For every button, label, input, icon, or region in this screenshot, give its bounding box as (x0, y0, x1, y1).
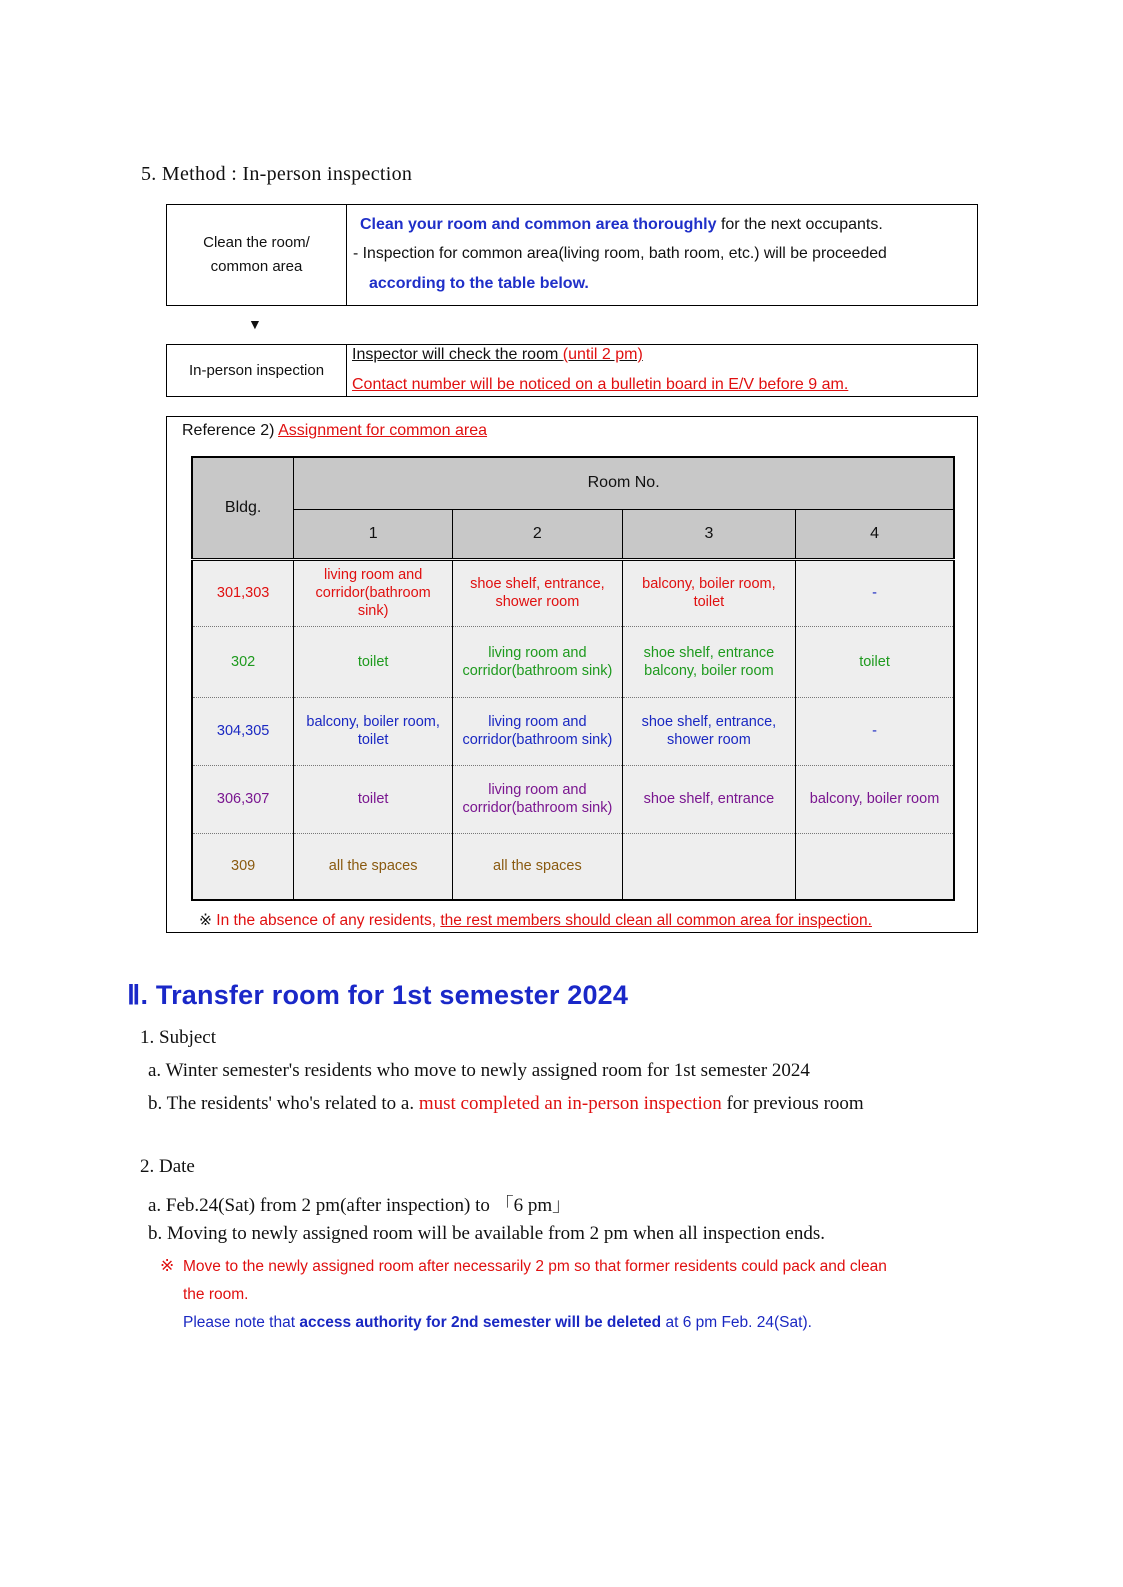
inspector-check-text: Inspector will check the room (352, 346, 563, 363)
table-reference-note: according to the table below. (369, 275, 589, 292)
room-col-4: 4 (796, 509, 954, 559)
bldg-header: Bldg. (192, 457, 294, 559)
room-col-1: 1 (294, 509, 453, 559)
table-cell: living room and corridor(bathroom sink) (453, 697, 623, 765)
table-cell: shoe shelf, entrance balcony, boiler room (622, 626, 795, 697)
table-cell: living room and corridor(bathroom sink) (294, 559, 453, 626)
table-cell: all the spaces (294, 833, 453, 900)
clean-room-box (166, 204, 978, 306)
footnote-mark: ※ (199, 912, 217, 929)
bldg-cell: 306,307 (192, 765, 294, 833)
table-row (192, 833, 954, 900)
move-note-line2: the room. (183, 1286, 249, 1303)
subject-b-required: must completed an in-person inspection (418, 1093, 722, 1114)
room-col-2: 2 (453, 509, 623, 559)
table-cell: shoe shelf, entrance (622, 765, 795, 833)
table-cell: toilet (796, 626, 954, 697)
bldg-cell: 304,305 (192, 697, 294, 765)
table-cell (796, 833, 954, 900)
footnote-absence: In the absence of any residents, (216, 912, 441, 929)
clean-instruction: Clean your room and common area thoroughly (360, 216, 717, 233)
date-heading: 2. Date (140, 1156, 195, 1177)
date-b: b. Moving to newly assigned room will be available from 2 pm when all inspection ends. (148, 1223, 826, 1244)
table-cell: - (796, 559, 954, 626)
table-cell: - (796, 697, 954, 765)
table-row (192, 765, 954, 833)
access-note-bold: access authority for 2nd semester will be deleted (299, 1314, 662, 1331)
section-2-title: Ⅱ. Transfer room for 1st semester 2024 (127, 980, 629, 1010)
clean-room-label: Clean the room/ common area (167, 205, 347, 305)
access-note-pre: Please note that (183, 1314, 300, 1331)
subject-heading: 1. Subject (140, 1027, 216, 1048)
table-row (192, 626, 954, 697)
table-cell: all the spaces (453, 833, 623, 900)
reference-prefix: Reference 2) (182, 422, 279, 439)
subject-b-post: for previous room (721, 1093, 864, 1114)
table-cell: shoe shelf, entrance, shower room (453, 559, 623, 626)
inspection-content (347, 345, 977, 396)
table-cell: shoe shelf, entrance, shower room (622, 697, 795, 765)
assignment-table (191, 456, 955, 901)
contact-notice: Contact number will be noticed on a bulletin board in E/V before 9 am. (352, 376, 849, 393)
room-no-header: Room No. (294, 457, 954, 509)
table-row (192, 697, 954, 765)
inspection-box (166, 344, 978, 397)
clean-instruction-rest: for the next occupants. (716, 216, 883, 233)
subject-b-pre: b. The residents' who's related to a. (148, 1093, 419, 1114)
room-col-3: 3 (622, 509, 795, 559)
bldg-cell: 301,303 (192, 559, 294, 626)
bldg-cell: 302 (192, 626, 294, 697)
clean-room-content (347, 205, 977, 305)
table-cell: balcony, boiler room, toilet (622, 559, 795, 626)
table-cell: balcony, boiler room, toilet (294, 697, 453, 765)
bldg-cell: 309 (192, 833, 294, 900)
table-row (192, 559, 954, 626)
reference-title: Assignment for common area (278, 422, 488, 439)
table-cell: toilet (294, 765, 453, 833)
method-heading: 5. Method : In-person inspection (141, 163, 413, 185)
inspection-label: In-person inspection (167, 345, 347, 396)
move-note-line1: Move to the newly assigned room after necessarily 2 pm so that former residents could pack and clean (183, 1258, 887, 1275)
inspection-note: - Inspection for common area(living room, bath room, etc.) will be proceeded (353, 245, 887, 262)
table-cell: balcony, boiler room (796, 765, 954, 833)
note-mark: ※ (160, 1256, 175, 1275)
footnote-clean: the rest members should clean all common area for inspection. (440, 912, 872, 929)
table-cell: toilet (294, 626, 453, 697)
table-cell (622, 833, 795, 900)
table-cell: living room and corridor(bathroom sink) (453, 626, 623, 697)
subject-a: a. Winter semester's residents who move to newly assigned room for 1st semester 2024 (148, 1060, 810, 1081)
deadline-text: (until 2 pm) (562, 346, 643, 363)
access-note-post: at 6 pm Feb. 24(Sat). (661, 1314, 812, 1331)
down-arrow-icon: ▼ (248, 316, 262, 332)
table-cell: living room and corridor(bathroom sink) (453, 765, 623, 833)
date-a: a. Feb.24(Sat) from 2 pm(after inspection) to 「6 pm」 (148, 1195, 572, 1216)
